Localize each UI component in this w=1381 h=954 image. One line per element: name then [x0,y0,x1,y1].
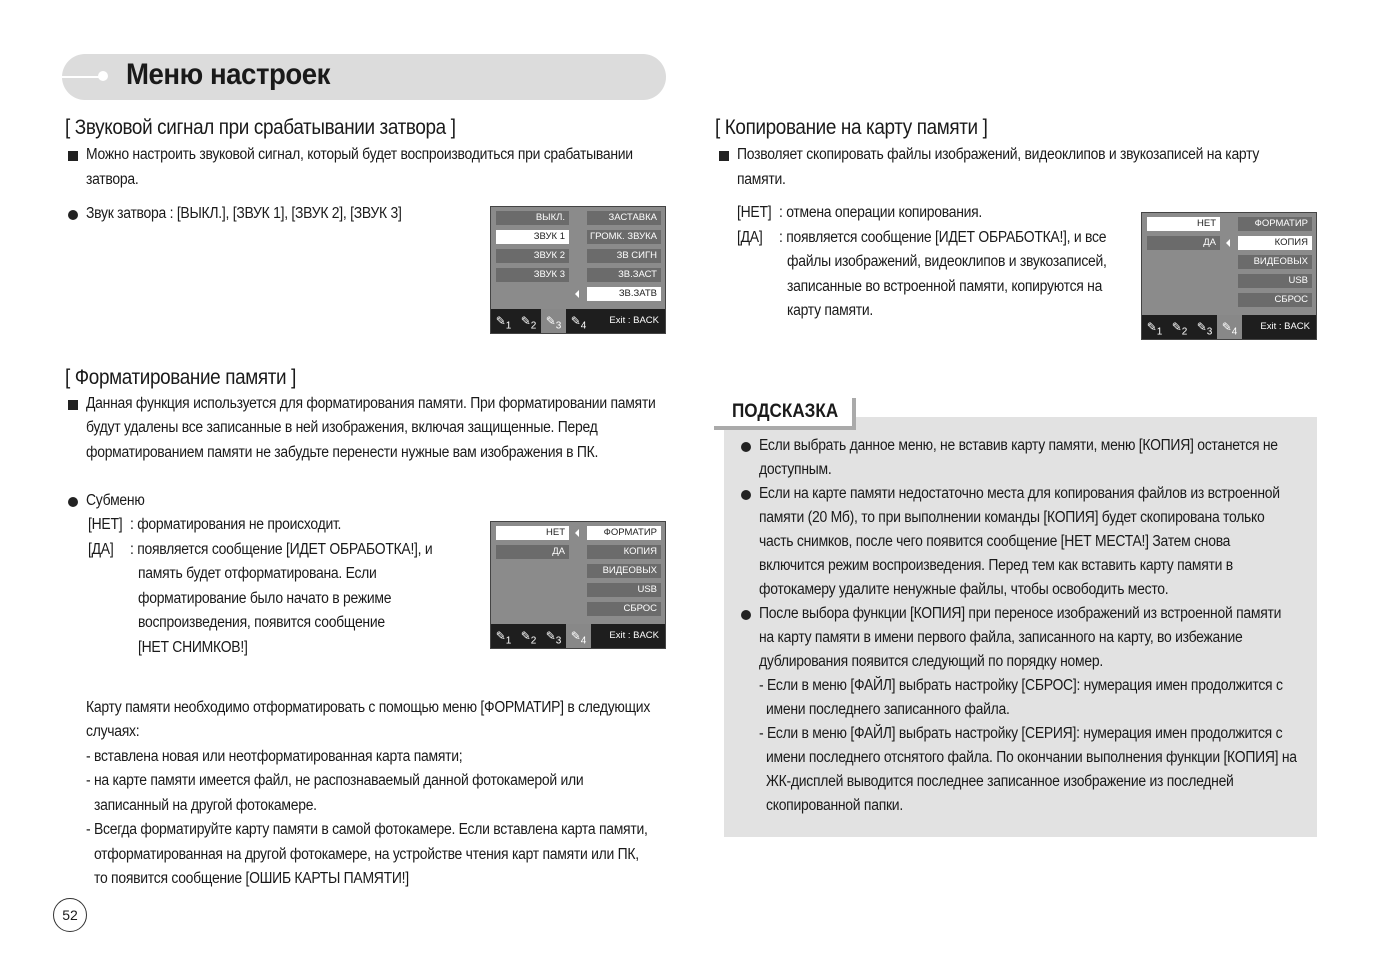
format-note-1: Карту памяти необходимо отформатировать с помощью меню [ФОРМАТИР] в следующих [86,699,651,716]
menu-cell-beep: ЗВ СИГН [587,249,661,263]
menu-cell-copy: КОПИЯ [1238,236,1312,250]
format-note-8: то появится сообщение [ОШИБ КАРТЫ ПАМЯТИ!] [94,870,409,887]
menu-cell-off: ВЫКЛ. [496,211,569,225]
exit-back-label: Exit : BACK [609,315,659,326]
tool-3-icon: $✎_3$ [541,309,566,333]
shutter-sound-heading: [ Звуковой сигнал при срабатывании затвора ] [65,116,456,139]
hint-d2-4: скопированной папки. [766,797,903,814]
hint-b3-1: После выбора функции [КОПИЯ] при переносе изображений из встроенной памяти [759,605,1282,622]
bullet-square [719,151,729,161]
menu-cell-shutter-sound: ЗВ.ЗАТВ [587,287,661,301]
hint-d1-1: - Если в меню [ФАЙЛ] выбрать настройку [СБРОС]: нумерация имен продолжится с [759,677,1283,694]
format-desc-1: Данная функция используется для форматирования памяти. При форматировании памяти [86,395,656,412]
menu-cell-sound2: ЗВУК 2 [496,249,569,263]
page-title: Меню настроек [126,58,331,91]
copy-desc-2: памяти. [737,171,786,188]
tool-2-icon: $✎_2$ [520,629,537,647]
menu-cell-volume: ГРОМК. ЗВУКА [587,230,661,244]
hint-b1-1: Если выбрать данное меню, не вставив карту памяти, меню [КОПИЯ] останется не [759,437,1278,454]
tool-3-icon: $✎_3$ [545,629,562,647]
format-desc-3: форматированием памяти не забудьте перенести нужные вам изображения в ПК. [86,444,599,461]
format-note-2: случаях: [86,723,140,740]
bullet-square [68,151,78,161]
hint-b2-5: фотокамеру удалите ненужные файлы, чтобы освободить место. [759,581,1169,598]
menu-cell-sound3: ЗВУК 3 [496,268,569,282]
exit-back-label: Exit : BACK [609,630,659,641]
menu-cell-usb: USB [587,583,661,597]
menu-cell-format: ФОРМАТИР [587,526,661,540]
tool-1-icon: $✎_1$ [495,629,512,647]
hint-b3-2: на карту памяти в имени первого файла, записанного на карту, во избежание [759,629,1243,646]
bullet-dot [741,610,751,620]
copy-heading: [ Копирование на карту памяти ] [715,116,988,139]
format-yes-key: [ДА] [88,541,114,558]
arrow-left-icon [1226,239,1230,247]
arrow-left-icon [575,529,579,537]
format-note-5: записанный на другой фотокамере. [94,797,317,814]
tool-3-icon: $✎_3$ [1196,320,1213,338]
menu-cell-yes: ДА [1147,236,1220,250]
menu-cell-start-sound: ЗВ.ЗАСТ [587,268,661,282]
format-no-text: : форматирования не происходит. [130,516,342,533]
format-yes-5: [НЕТ СНИМКОВ!] [138,639,248,656]
format-yes-4: воспроизведения, появится сообщение [138,614,385,631]
format-desc-2: будут удалены все записанные в ней изображения, включая защищенные. Перед [86,419,598,436]
hint-label: ПОДСКАЗКА [732,401,839,422]
menu-cell-reset: СБРОС [1238,293,1312,307]
copy-yes-3: записанные во встроенной памяти, копируются на [787,278,1103,295]
menu-toolbar [491,624,665,648]
format-note-7: отформатированная на другой фотокамере, на устройстве чтения карт памяти или ПК, [94,846,639,863]
menu-cell-no: НЕТ [496,526,569,540]
bullet-dot [741,490,751,500]
format-yes-3: форматирование было начато в режиме [138,590,392,607]
menu-toolbar [491,309,665,333]
tool-1-icon: $✎_1$ [1146,320,1163,338]
copy-yes-4: карту памяти. [787,302,874,319]
hint-d2-1: - Если в меню [ФАЙЛ] выбрать настройку [СЕРИЯ]: нумерация имен продолжится с [759,725,1283,742]
camera-menu-screen-copy [1141,212,1317,340]
title-decoration-line [62,76,100,78]
hint-b2-2: памяти (20 Мб), то при выполнении команды [КОПИЯ] будет скопирована только [759,509,1265,526]
format-yes-2: память будет отформатирована. Если [138,565,377,582]
menu-cell-yes: ДА [496,545,569,559]
arrow-left-icon [575,290,579,298]
hint-d2-3: ЖК-дисплей выводится последнее записанное изображение из последней [766,773,1234,790]
hint-b3-3: дублирования появится следующий по порядку номер. [759,653,1103,670]
hint-d1-2: имени последнего записанного файла. [766,701,1010,718]
copy-desc-1: Позволяет скопировать файлы изображений, видеоклипов и звукозаписей на карту [737,146,1260,163]
shutter-sound-options: Звук затвора : [ВЫКЛ.], [ЗВУК 1], [ЗВУК 2], [ЗВУК 3] [86,205,402,222]
hint-d2-2: имени последнего отснятого файла. По окончании выполнения функции [КОПИЯ] на [766,749,1297,766]
format-heading: [ Форматирование памяти ] [65,366,297,389]
title-decoration-dot [98,71,108,81]
menu-cell-usb: USB [1238,274,1312,288]
hint-b2-3: часть снимков, после чего появится сообщение [НЕТ МЕСТА!] Затем снова [759,533,1231,550]
tool-1-icon: $✎_1$ [495,314,512,332]
format-yes-1: : появляется сообщение [ИДЕТ ОБРАБОТКА!], и [130,541,433,558]
copy-no-key: [НЕТ] [737,204,772,221]
copy-no-text: : отмена операции копирования. [779,204,983,221]
menu-cell-copy: КОПИЯ [587,545,661,559]
format-note-4: - на карте памяти имеется файл, не распознаваемый данной фотокамерой или [86,772,584,789]
format-no-key: [НЕТ] [88,516,123,533]
menu-cell-no: НЕТ [1147,217,1220,231]
menu-cell-sound1: ЗВУК 1 [496,230,569,244]
format-submenu-label: Субменю [86,492,145,509]
camera-menu-screen-format [490,521,666,649]
shutter-sound-desc-1: Можно настроить звуковой сигнал, который будет воспроизводиться при срабатывании [86,146,633,163]
menu-toolbar [1142,315,1316,339]
format-note-3: - вставлена новая или неотформатированная карта памяти; [86,748,463,765]
camera-menu-screen-sound [490,206,666,334]
tool-2-icon: $✎_2$ [520,314,537,332]
copy-yes-1: : появляется сообщение [ИДЕТ ОБРАБОТКА!], и все [779,229,1107,246]
bullet-square [68,400,78,410]
bullet-dot [741,442,751,452]
bullet-dot [68,210,78,220]
menu-cell-format: ФОРМАТИР [1238,217,1312,231]
menu-cell-startup: ЗАСТАВКА [587,211,661,225]
hint-b2-4: включится режим воспроизведения. Перед тем как вставить карту памяти в [759,557,1233,574]
exit-back-label: Exit : BACK [1260,321,1310,332]
bullet-dot [68,497,78,507]
menu-cell-video-out: ВИДЕОВЫХ [1238,255,1312,269]
menu-cell-reset: СБРОС [587,602,661,616]
copy-yes-key: [ДА] [737,229,763,246]
format-note-6: - Всегда форматируйте карту памяти в самой фотокамере. Если вставлена карта памяти, [86,821,648,838]
tool-4-icon: $✎_4$ [570,314,587,332]
tool-4-icon: $✎_4$ [1217,315,1242,339]
page-number: 52 [53,898,87,932]
menu-cell-video-out: ВИДЕОВЫХ [587,564,661,578]
tool-2-icon: $✎_2$ [1171,320,1188,338]
tool-4-icon: $✎_4$ [566,624,591,648]
copy-yes-2: файлы изображений, видеоклипов и звукозаписей, [787,253,1107,270]
hint-b1-2: доступным. [759,461,832,478]
shutter-sound-desc-2: затвора. [86,171,139,188]
hint-b2-1: Если на карте памяти недостаточно места для копирования файлов из встроенной [759,485,1280,502]
